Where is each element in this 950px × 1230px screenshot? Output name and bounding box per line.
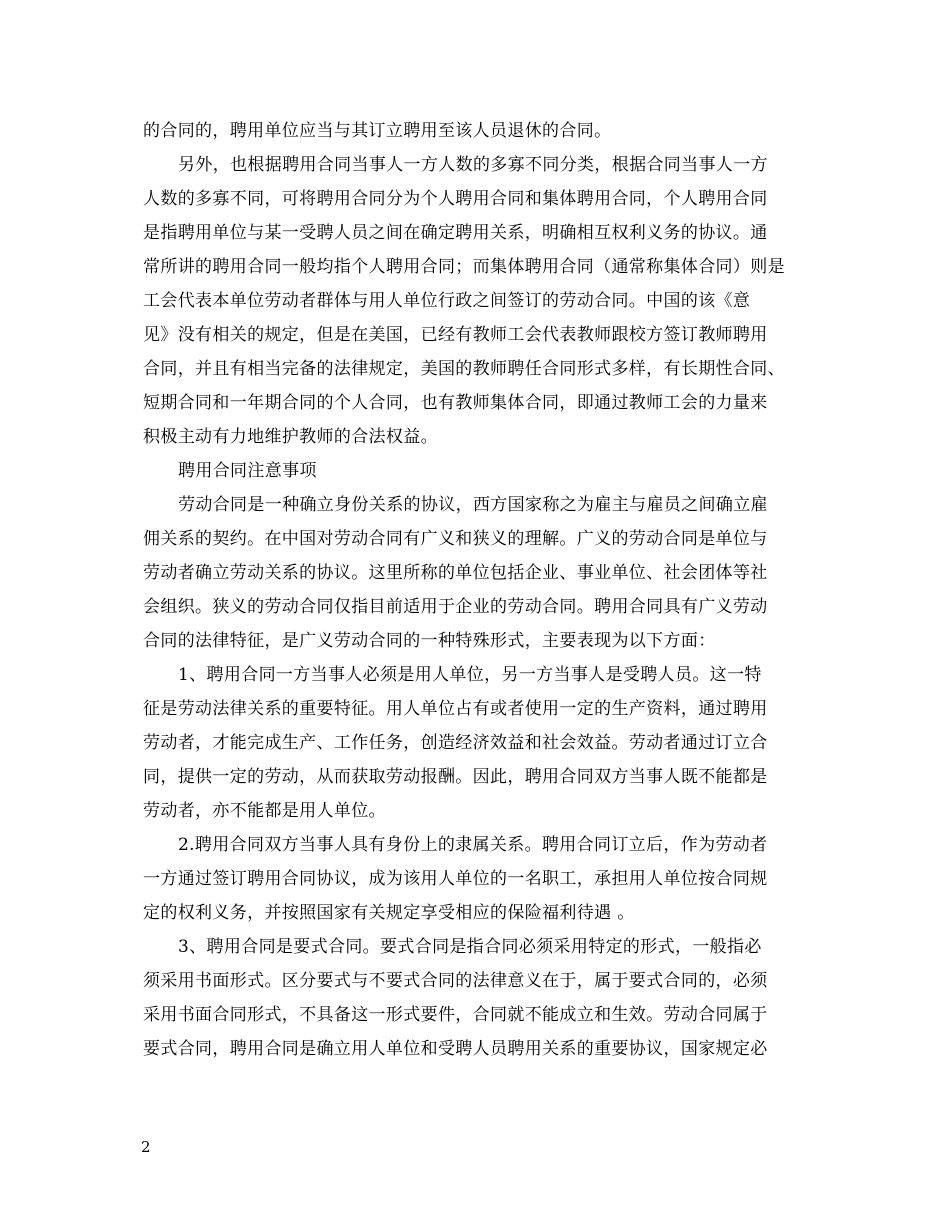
text-line: 同，提供一定的劳动，从而获取劳动报酬。因此，聘用合同双方当事人既不能都是 (143, 767, 768, 787)
text-line: 劳动者确立劳动关系的协议。这里所称的单位包括企业、事业单位、社会团体等社 (143, 563, 768, 583)
paragraph-line: 2.聘用合同双方当事人具有身份上的隶属关系。聘用合同订立后，作为劳动者 (178, 835, 768, 855)
text-line: 会组织。狭义的劳动合同仅指目前适用于企业的劳动合同。聘用合同具有广义劳动 (143, 597, 768, 617)
text-line: 常所讲的聘用合同一般均指个人聘用合同；而集体聘用合同（通常称集体合同）则是 (143, 257, 785, 277)
text-line: 采用书面合同形式，不具备这一形式要件，合同就不能成立和生效。劳动合同属于 (143, 1005, 768, 1025)
page-number: 2 (141, 1138, 151, 1156)
text-line: 人数的多寡不同，可将聘用合同分为个人聘用合同和集体聘用合同，个人聘用合同 (143, 189, 768, 209)
text-line: 积极主动有力地维护教师的合法权益。 (143, 427, 438, 447)
text-line: 合同的法律特征，是广义劳动合同的一种特殊形式，主要表现为以下方面： (143, 631, 716, 651)
text-line: 劳动者，亦不能都是用人单位。 (143, 801, 386, 821)
paragraph-line: 另外，也根据聘用合同当事人一方人数的多寡不同分类，根据合同当事人一方 (178, 155, 768, 175)
text-line: 征是劳动法律关系的重要特征。用人单位占有或者使用一定的生产资料，通过聘用 (143, 699, 768, 719)
text-line: 佣关系的契约。在中国对劳动合同有广义和狭义的理解。广义的劳动合同是单位与 (143, 529, 768, 549)
text-line: 合同，并且有相当完备的法律规定，美国的教师聘任合同形式多样，有长期性合同、 (143, 359, 785, 379)
text-line: 见》没有相关的规定，但是在美国，已经有教师工会代表教师跟校方签订教师聘用 (143, 325, 768, 345)
section-heading: 聘用合同注意事项 (178, 461, 317, 481)
text-line: 须采用书面形式。区分要式与不要式合同的法律意义在于，属于要式合同的，必须 (143, 971, 768, 991)
text-line: 是指聘用单位与某一受聘人员之间在确定聘用关系，明确相互权利义务的协议。通 (143, 223, 768, 243)
text-line: 短期合同和一年期合同的个人合同，也有教师集体合同，即通过教师工会的力量来 (143, 393, 768, 413)
paragraph-line: 3、聘用合同是要式合同。要式合同是指合同必须采用特定的形式，一般指必 (178, 937, 762, 957)
text-line: 工会代表本单位劳动者群体与用人单位行政之间签订的劳动合同。中国的该《意 (143, 291, 751, 311)
text-line: 劳动者，才能完成生产、工作任务，创造经济效益和社会效益。劳动者通过订立合 (143, 733, 768, 753)
paragraph-line: 1、聘用合同一方当事人必须是用人单位，另一方当事人是受聘人员。这一特 (178, 665, 762, 685)
text-line: 要式合同，聘用合同是确立用人单位和受聘人员聘用关系的重要协议，国家规定必 (143, 1039, 768, 1059)
text-line: 的合同的，聘用单位应当与其订立聘用至该人员退休的合同。 (143, 121, 612, 141)
paragraph-line: 劳动合同是一种确立身份关系的协议，西方国家称之为雇主与雇员之间确立雇 (178, 495, 768, 515)
text-line: 定的权利义务，并按照国家有关规定享受相应的保险福利待遇 。 (143, 903, 635, 923)
text-line: 一方通过签订聘用合同协议，成为该用人单位的一名职工，承担用人单位按合同规 (143, 869, 768, 889)
